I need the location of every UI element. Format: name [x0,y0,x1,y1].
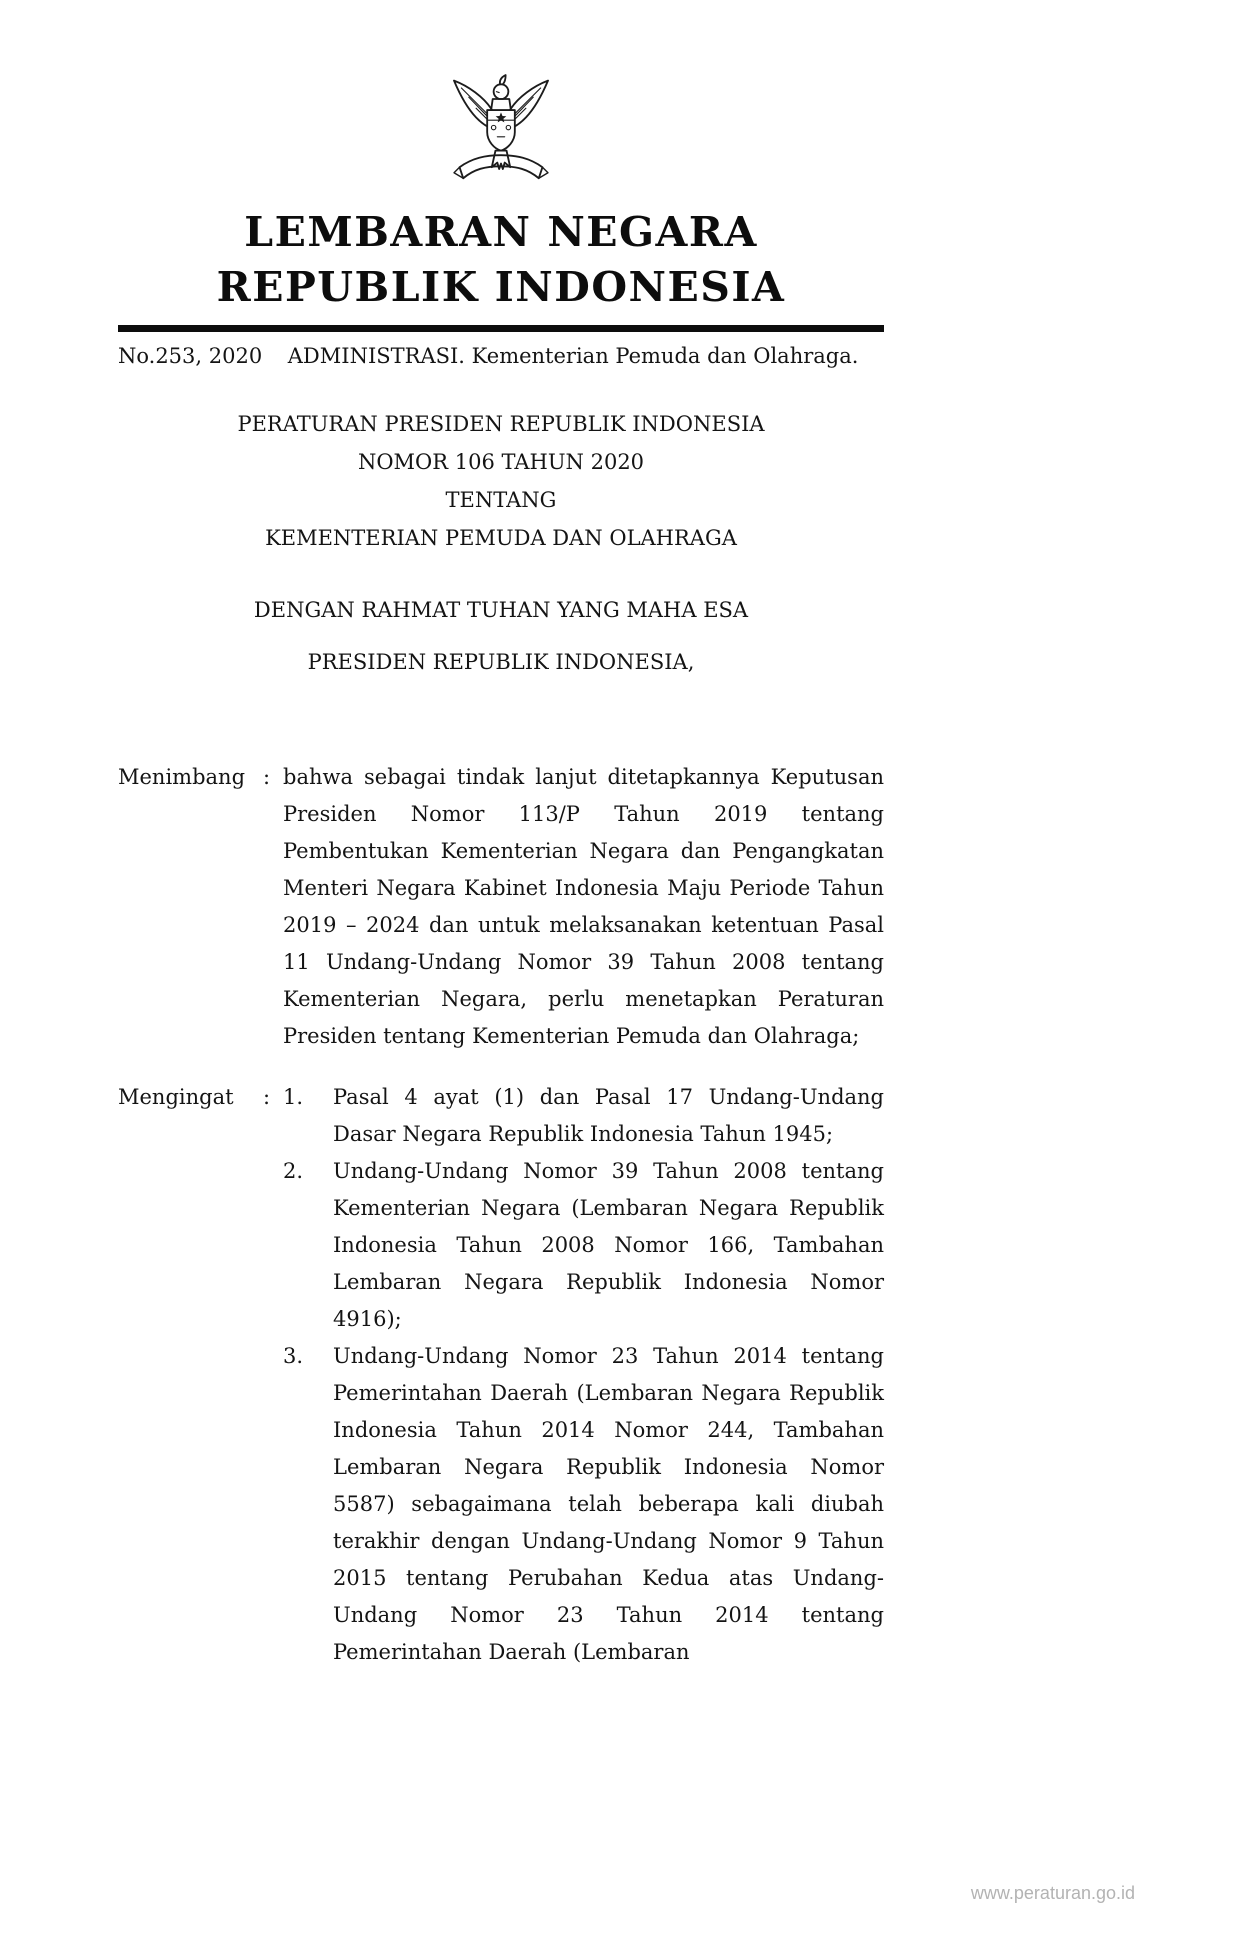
issue-subject: ADMINISTRASI. Kementerian Pemuda dan Olahraga. [287,344,859,368]
heading-line-number: NOMOR 106 TAHUN 2020 [357,450,645,474]
list-item [283,1079,884,1153]
garuda-icon [441,64,561,193]
menimbang-separator: : [263,765,271,789]
menimbang-clause [118,759,884,1055]
list-item-number: 2. [283,1159,304,1183]
mengingat-separator: : [263,1085,271,1109]
list-item [283,1153,884,1338]
document-heading [118,405,884,557]
content-column [118,0,884,1671]
footer-url: www.peraturan.go.id [970,1883,1135,1903]
issuer-line: PRESIDEN REPUBLIK INDONESIA, [307,650,695,674]
heading-line-type: PERATURAN PRESIDEN REPUBLIK INDONESIA [237,412,765,436]
list-item-text: Undang-Undang Nomor 39 Tahun 2008 tentang Kementerian Negara (Lembaran Negara Republik Indonesia Tahun 2008 Nomor 166, Tambahan Lembaran Negara Republik Indonesia Nomor 4916); [333,1159,884,1331]
masthead-rule [118,325,884,332]
garuda-pancasila-emblem [441,64,561,197]
heading-line-tentang: TENTANG [445,488,557,512]
issue-number: No.253, 2020 [118,344,263,368]
list-item-number: 1. [283,1085,304,1109]
list-item [283,1338,884,1671]
menimbang-text: bahwa sebagai tindak lanjut ditetapkannya Keputusan Presiden Nomor 113/P Tahun 2019 tentang Pembentukan Kementerian Negara dan Pengangkatan Menteri Negara Kabinet Indonesia Maju Periode Tahun 2019 – 2024 dan untuk melaksanakan ketentuan Pasal 11 Undang-Undang Nomor 39 Tahun 2008 tentang Kementerian Negara, perlu menetapkan Peraturan Presiden tentang Kementerian Pemuda dan Olahraga; [283,765,884,1048]
list-item-text: Pasal 4 ayat (1) dan Pasal 17 Undang-Undang Dasar Negara Republik Indonesia Tahun 1945; [333,1085,884,1146]
invocation-line: DENGAN RAHMAT TUHAN YANG MAHA ESA [253,598,749,622]
menimbang-label: Menimbang [118,765,246,789]
masthead-title-line2: REPUBLIK INDONESIA [216,263,786,311]
list-item-text: Undang-Undang Nomor 23 Tahun 2014 tentang Pemerintahan Daerah (Lembaran Negara Republik Indonesia Tahun 2014 Nomor 244, Tambahan Lembaran Negara Republik Indonesia Nomor 5587) sebagaimana telah beberapa kali diubah terakhir dengan Undang-Undang Nomor 9 Tahun 2015 tentang Perubahan Kedua atas Undang-Undang Nomor 23 Tahun 2014 tentang Pemerintahan Daerah (Lembaran [333,1344,884,1664]
mengingat-list [283,1079,884,1671]
heading-line-subject: KEMENTERIAN PEMUDA DAN OLAHRAGA [265,526,737,550]
mengingat-clause [118,1079,884,1671]
issue-row [118,341,884,371]
mengingat-label: Mengingat [118,1085,234,1109]
masthead [118,205,884,315]
list-item-number: 3. [283,1344,304,1368]
masthead-title-line1: LEMBARAN NEGARA [244,208,758,256]
